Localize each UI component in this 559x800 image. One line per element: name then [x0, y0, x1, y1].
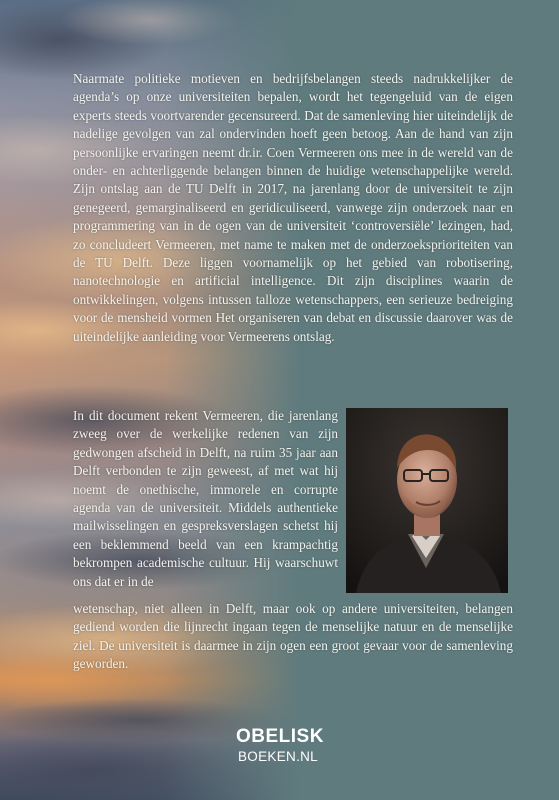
description-paragraph-2-top: In dit document rekent Vermeeren, die jarenlang zweeg over de werkelijke redenen van zijn gedwongen afscheid in Delft, na ruim 35 jaar aan Delft verbonden te zijn geweest, af met wat hij noemt de onethische, immorele en corrupte agenda van de universiteit. Middels authentieke mailwisselingen en gespreksverslagen schetst hij een beklemmend beeld van een krampachtig bekrompen academische cultuur. Hij waarschuwt ons dat er in de: [73, 408, 338, 589]
publisher-logo-domain: BOEKEN.NL: [238, 749, 318, 764]
publisher-logo-brand: OBELISK: [236, 726, 324, 747]
publisher-logo: [236, 726, 324, 765]
description-paragraph-1: Naarmate politieke motieven en bedrijfsbelangen steeds nadrukkelijker de agenda’s op onze universiteiten bepalen, wordt het tegengeluid van de eigen experts steeds voortvarender gecensureerd. Dat de samenleving hier uiteindelijk de nadelige gevolgen van zal ondervinden hoeft geen betoog. Aan de hand van zijn persoonlijke ervaringen neemt dr.ir. Coen Vermeeren ons mee in de wereld van de onder- en achterliggende belangen binnen de huidige wetenschappelijke wereld. Zijn ontslag aan de TU Delft in 2017, na jarenlang door de universiteit te zijn genegeerd, gemarginaliseerd en geridiculiseerd, vanwege zijn onderzoek naar en programmering van in de ogen van de universiteit ‘controversiële’ lezingen, had, zo concludeert Vermeeren, met name te maken met de onderzoeksprioriteiten van de TU Delft. Deze liggen voornamelijk op het gebied van robotisering, nanotechnologie en artificial intelligence. Dit zijn disciplines waarin de ontwikkelingen, volgens intussen talloze wetenschappers, een serieuze bedreiging voor de mensheid vormen Het organiseren van debat en discussie daarover was de uiteindelijke aanleiding voor Vermeerens ontslag.: [73, 71, 513, 344]
description-paragraph-2-bottom: wetenschap, niet alleen in Delft, maar ook op andere universiteiten, belangen gediend worden die lijnrecht ingaan tegen de menselijke natuur en de menselijke ziel. De universiteit is daarmee in zijn ogen een groot gevaar voor de samenleving geworden.: [73, 601, 513, 672]
author-portrait: [346, 408, 508, 593]
author-portrait-image: [346, 408, 508, 593]
